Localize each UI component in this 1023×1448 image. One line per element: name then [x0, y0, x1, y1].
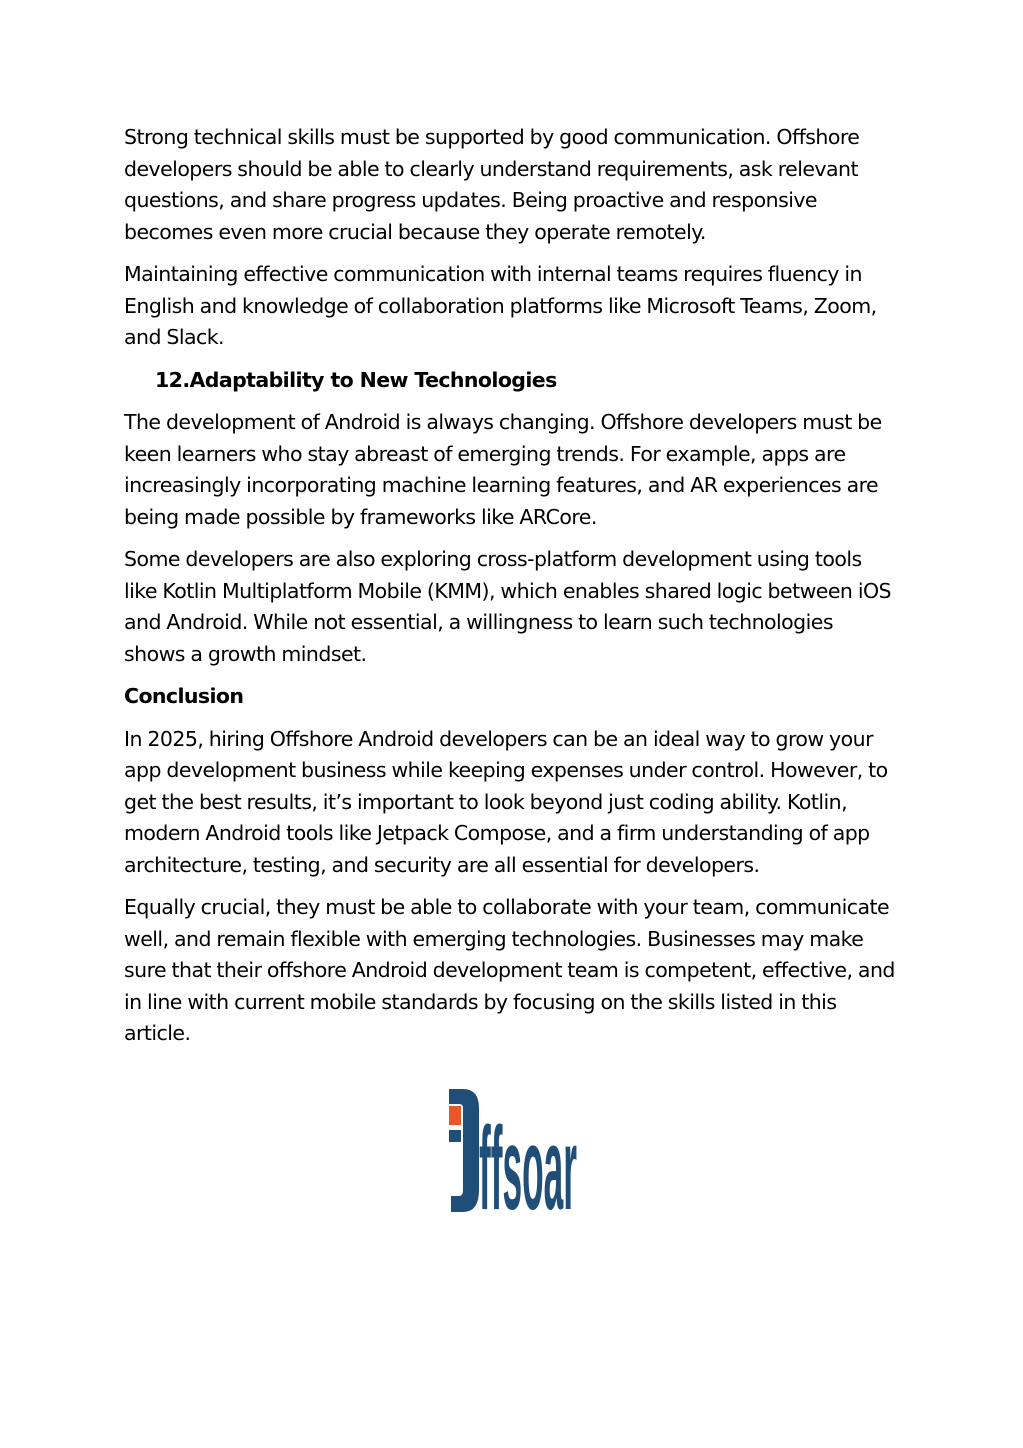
paragraph-conclusion-collaborate: Equally crucial, they must be able to collaborate with your team, communicate well, and remain flexible with emerging technologies. Businesses may make sure that their offshore Android development team is competent, effective, and in line with current mobile standards by focusing on the skills listed in this article.	[124, 895, 895, 1045]
document-page	[124, 122, 899, 1061]
logo-bar-lower	[449, 1130, 461, 1142]
paragraph-android-changing: The development of Android is always changing. Offshore developers must be keen learners who stay abreast of emerging trends. For example, apps are increasingly incorporating machine learning features, and AR experiences are being made possible by frameworks like ARCore.	[124, 410, 882, 529]
paragraph-communication: Strong technical skills must be supported by good communication. Offshore developers should be able to clearly understand requirements, ask relevant questions, and share progress updates. Being proactive and responsive becomes even more crucial because they operate remotely.	[124, 125, 860, 244]
paragraph-cross-platform: Some developers are also exploring cross-platform development using tools like Kotlin Multiplatform Mobile (KMM), which enables shared logic between iOS and Android. While not essential, a willingness to learn such technologies shows a growth mindset.	[124, 547, 892, 666]
offsoar-logo	[449, 1086, 579, 1235]
paragraph-conclusion-hiring: In 2025, hiring Offshore Android developers can be an ideal way to grow your app development business while keeping expenses under control. However, to get the best results, it’s important to look beyond just coding ability. Kotlin, modern Android tools like Jetpack Compose, and a firm understanding of app architecture, testing, and security are all essential for developers.	[124, 726, 888, 877]
section-heading-adaptability: 12.Adaptability to New Technologies	[155, 367, 557, 392]
logo-accent-square-bottom	[449, 1106, 461, 1125]
section-heading-conclusion: Conclusion	[124, 684, 244, 708]
logo-wordmark: ffsoar	[479, 1103, 577, 1235]
paragraph-collaboration-platforms: Maintaining effective communication with internal teams requires fluency in English and knowledge of collaboration platforms like Microsoft Teams, Zoom, and Slack.	[124, 262, 877, 349]
